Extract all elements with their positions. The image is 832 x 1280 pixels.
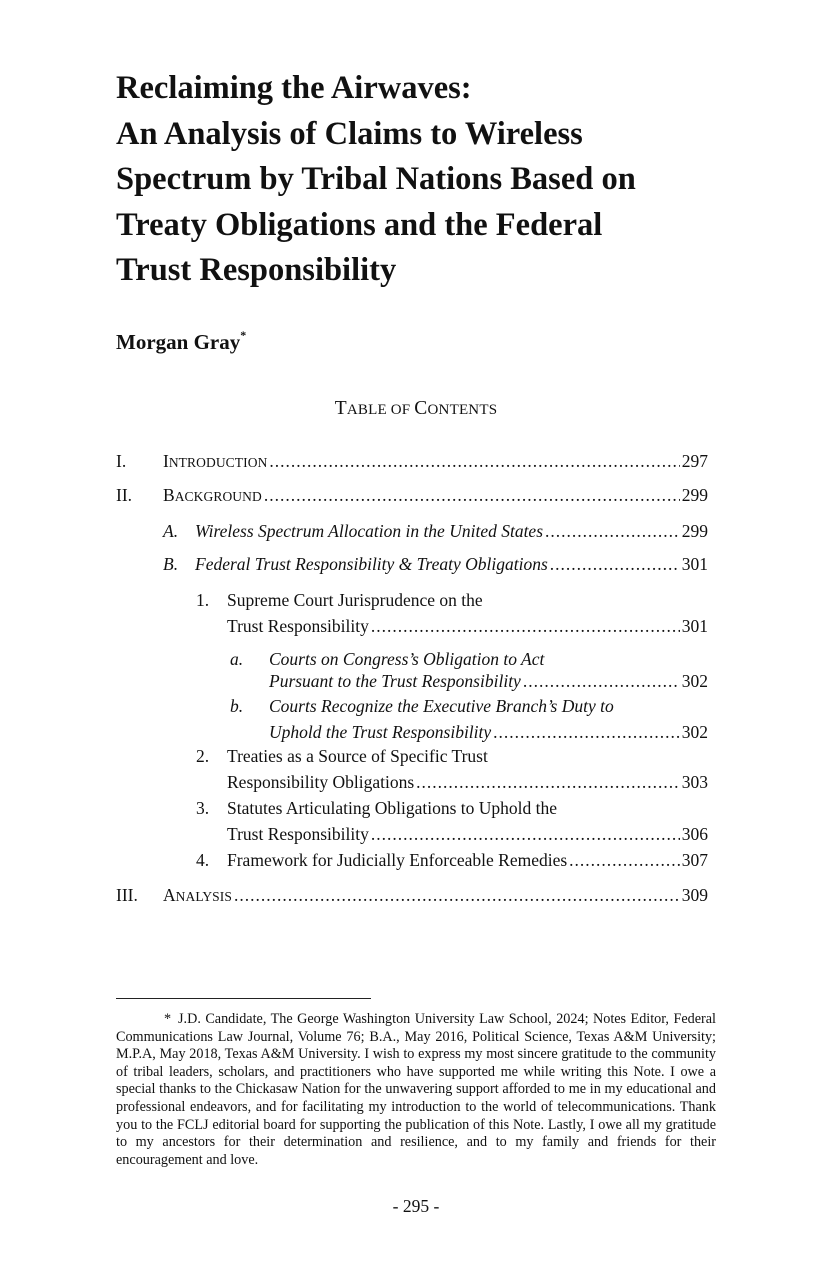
toc-entry-number: A.: [163, 521, 179, 541]
toc-heading-cap-1: T: [334, 398, 347, 419]
toc-entry-title: Wireless Spectrum Allocation in the United States: [195, 521, 544, 541]
toc-leader: [416, 769, 680, 795]
author-footnote-mark[interactable]: *: [240, 328, 247, 342]
toc-leader: [569, 847, 680, 873]
toc-entry-introduction[interactable]: [116, 448, 708, 476]
toc-entry-title-line-1: Courts on Congress’s Obligation to Act: [269, 649, 545, 669]
toc-leader: [550, 551, 680, 577]
toc-entry-treaties-source[interactable]: [196, 743, 708, 795]
toc-entry-title-line-2: Uphold the Trust Responsibility: [269, 722, 492, 742]
toc-entry-number: 1.: [196, 590, 210, 610]
footnote-divider: [116, 998, 371, 999]
toc-entry-spectrum-allocation[interactable]: [163, 518, 708, 544]
toc-leader: [371, 821, 680, 847]
toc-entry-page: 301: [681, 554, 708, 574]
toc-entry-page: 303: [681, 772, 708, 792]
toc-leader: [493, 719, 680, 745]
toc-entry-federal-trust[interactable]: [163, 551, 708, 577]
toc-entry-background[interactable]: [116, 482, 708, 510]
toc-heading-rest-1: ABLE OF: [346, 402, 415, 418]
toc-entry-title-line-1: Treaties as a Source of Specific Trust: [227, 746, 488, 766]
toc-entry-page: 302: [681, 671, 708, 691]
toc-entry-framework[interactable]: [196, 847, 708, 873]
toc-entry-page: 301: [681, 616, 708, 636]
toc-entry-supreme-court[interactable]: [196, 587, 708, 639]
toc-entry-title-line-1: Statutes Articulating Obligations to Uphold the: [227, 798, 558, 818]
toc-entry-title-line-1: Courts Recognize the Executive Branch’s Duty to: [269, 696, 614, 716]
title-line-1: Reclaiming the Airwaves:: [116, 70, 472, 106]
author-byline: [116, 330, 246, 355]
title-line-4: Treaty Obligations and the Federal: [116, 206, 603, 243]
toc-entry-executive-duty[interactable]: [230, 693, 708, 745]
toc-heading: [0, 398, 832, 420]
toc-entry-title-line-2: Trust Responsibility: [227, 616, 369, 636]
toc-entry-page: 302: [681, 722, 708, 742]
toc-entry-page: 307: [681, 850, 708, 870]
toc-entry-title: Federal Trust Responsibility & Treaty Obligations: [195, 554, 548, 574]
toc-leader: [545, 518, 680, 544]
toc-entry-title-line-1: Supreme Court Jurisprudence on the: [227, 590, 483, 610]
toc-entry-title: BACKGROUND: [163, 485, 262, 505]
title-line-3: Spectrum by Tribal Nations Based on: [116, 161, 636, 197]
toc-leader: [371, 613, 680, 639]
toc-entry-title: INTRODUCTION: [163, 451, 268, 471]
toc-entry-title-line-2: Pursuant to the Trust Responsibility: [269, 671, 521, 691]
toc-entry-number: 4.: [196, 850, 210, 870]
footnote-text: J.D. Candidate, The George Washington University Law School, 2024; Notes Editor, Federal Communications Law Journal, Volume 76; B.A., May 2016, Political Science, Texas A&M University; M.P.A, May 2018, Texas A&M University. I wish to express my most sincere gratitude to the community of tribal leaders, scholars, and practitioners who have supported me while writing this Note. I owe a special thanks to the Chickasaw Nation for the unwavering support afforded to me in my educational and professional endeavors, and for facilitating my introduction to the world of telecommunications. Thank you to the FCLJ editorial board for supporting the publication of this Note. Lastly, I owe all my gratitude to my ancestors for their determination and resilience, and to my family and friends for their encouragement and love.: [116, 1011, 716, 1168]
title-line-5: Trust Responsibility: [116, 252, 397, 288]
toc-leader: [234, 882, 680, 908]
toc-entry-number: II.: [116, 485, 133, 505]
toc-entry-page: 309: [681, 885, 708, 905]
author-name: Morgan Gray: [116, 330, 241, 354]
toc-entry-number: III.: [116, 885, 138, 905]
toc-leader: [269, 448, 679, 474]
toc-entry-page: 299: [681, 485, 708, 505]
toc-entry-analysis[interactable]: [116, 882, 708, 910]
toc-entry-page: 306: [681, 824, 708, 844]
toc-heading-rest-2: ONTENTS: [427, 402, 498, 418]
toc-entry-page: 299: [681, 521, 708, 541]
toc-entry-title-line-2: Responsibility Obligations: [227, 772, 415, 792]
toc-entry-number: 3.: [196, 798, 210, 818]
toc-entry-page: 297: [681, 451, 708, 471]
toc-leader: [264, 482, 680, 508]
toc-leader: [523, 670, 680, 692]
toc-heading-cap-2: C: [414, 398, 428, 419]
toc-entry-number: 2.: [196, 746, 210, 766]
toc-entry-title: ANALYSIS: [163, 885, 232, 905]
author-footnote: [116, 1011, 716, 1169]
title-line-2: An Analysis of Claims to Wireless: [116, 115, 583, 152]
footnote-mark: *: [164, 1011, 172, 1027]
toc-entry-title: Framework for Judicially Enforceable Remedies: [227, 850, 568, 870]
toc-entry-number: b.: [230, 696, 244, 716]
toc-entry-number: B.: [163, 554, 179, 574]
article-title: [116, 66, 756, 294]
toc-entry-statutes[interactable]: [196, 795, 708, 847]
page-number: - 295 -: [392, 1196, 440, 1216]
toc-entry-congress-obligation[interactable]: [230, 648, 708, 692]
toc-entry-title-line-2: Trust Responsibility: [227, 824, 369, 844]
toc-entry-number: a.: [230, 649, 244, 669]
toc-entry-number: I.: [116, 451, 127, 471]
